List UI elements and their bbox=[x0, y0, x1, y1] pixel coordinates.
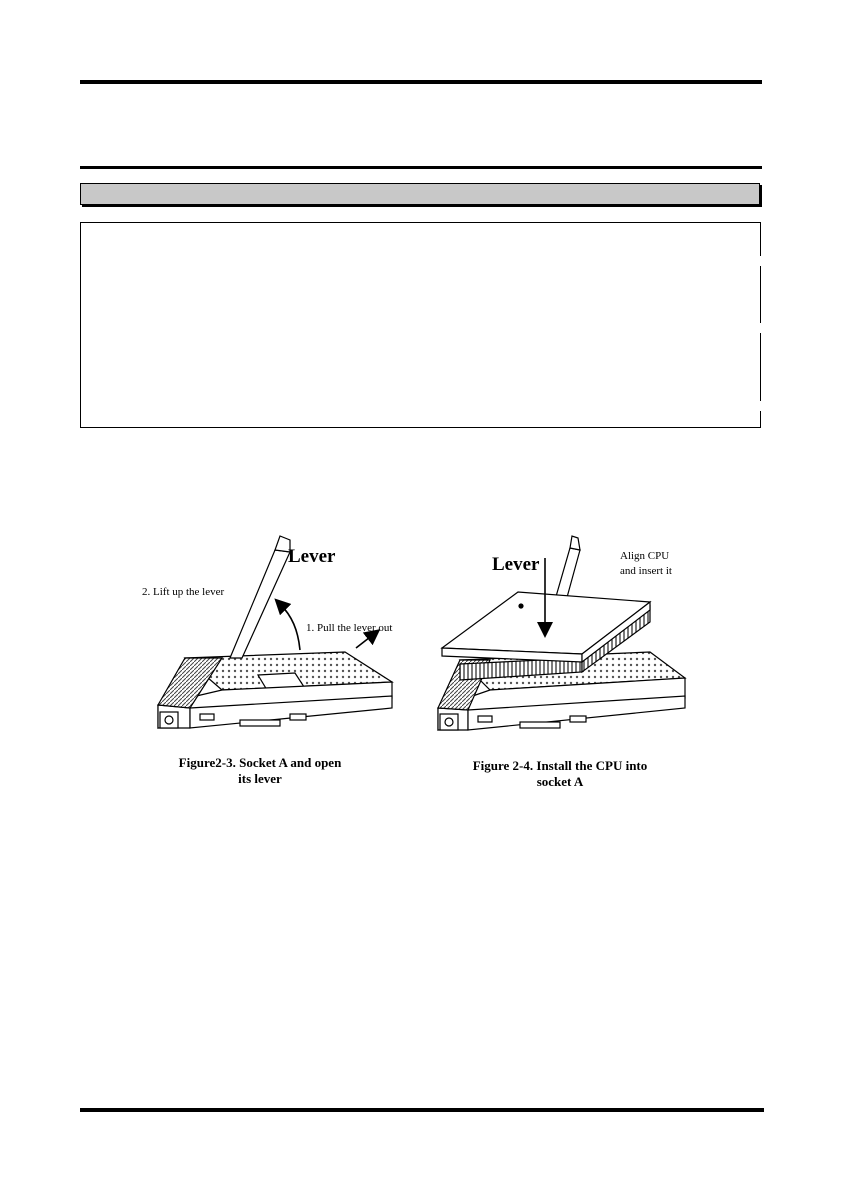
right-lever-label: Lever bbox=[492, 554, 540, 575]
section-heading-bar bbox=[80, 183, 760, 205]
figure-2-3-caption bbox=[130, 755, 390, 787]
section-rule bbox=[80, 166, 762, 169]
figure-2-3-caption-line1: Figure2-3. Socket A and open bbox=[178, 755, 342, 770]
left-step2-label: 2. Lift up the lever bbox=[142, 586, 225, 598]
footer-rule bbox=[80, 1108, 764, 1112]
figure-2-4-caption-line2: socket A bbox=[536, 774, 584, 789]
content-box bbox=[80, 222, 761, 428]
figure-2-4-caption bbox=[430, 758, 690, 790]
figure-2-4-caption-line1: Figure 2-4. Install the CPU into bbox=[472, 758, 648, 773]
cpu-install-figures bbox=[130, 530, 730, 800]
header-rule bbox=[80, 80, 762, 84]
right-align-label-2: and insert it bbox=[620, 565, 672, 577]
box-divider-mark bbox=[759, 401, 761, 411]
figure-2-3-caption-line2: its lever bbox=[238, 771, 282, 786]
left-lever-label: Lever bbox=[288, 546, 336, 567]
box-divider-mark bbox=[759, 256, 761, 266]
box-divider-mark bbox=[759, 323, 761, 333]
left-step1-label: 1. Pull the lever out bbox=[306, 622, 393, 634]
right-align-label-1: Align CPU bbox=[620, 550, 670, 562]
